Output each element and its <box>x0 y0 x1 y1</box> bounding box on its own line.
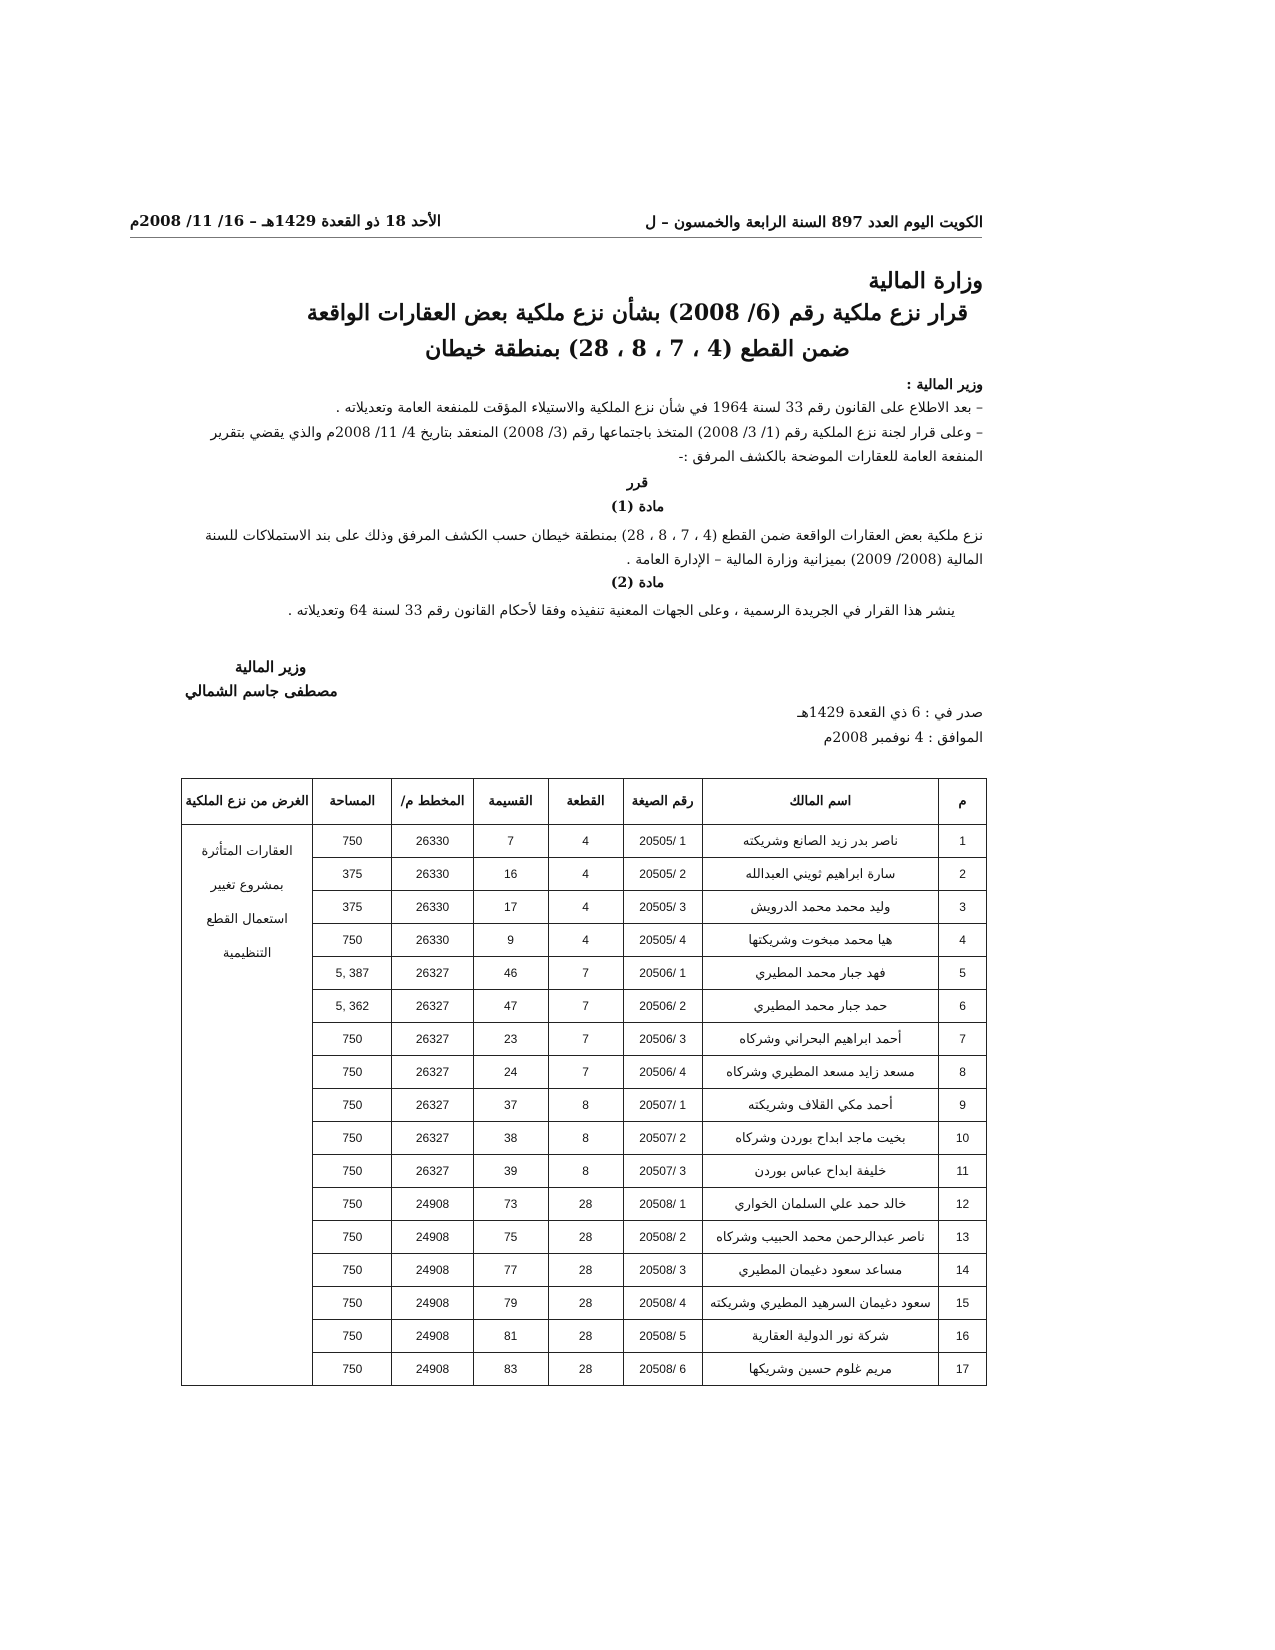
plot-number: 7 <box>473 825 548 858</box>
owner-name: سعود دغيمان السرهيد المطيري وشريكته <box>702 1287 938 1320</box>
owner-name: هيا محمد مبخوت وشريكتها <box>702 924 938 957</box>
block-number: 28 <box>548 1254 623 1287</box>
plot-number: 17 <box>473 891 548 924</box>
owner-name: مساعد سعود دغيمان المطيري <box>702 1254 938 1287</box>
plot-number: 38 <box>473 1122 548 1155</box>
block-number: 8 <box>548 1122 623 1155</box>
owner-name: أحمد ابراهيم البحراني وشركاه <box>702 1023 938 1056</box>
row-number: 3 <box>939 891 987 924</box>
owner-name: مريم غلوم حسين وشريكها <box>702 1353 938 1386</box>
owner-name: ناصر عبدالرحمن محمد الحبيب وشركاه <box>702 1221 938 1254</box>
deed-number: 20507/ 3 <box>623 1155 702 1188</box>
article-2-title: مادة (2) <box>610 575 665 591</box>
block-number: 28 <box>548 1353 623 1386</box>
issued-date: صدر في : 6 ذي القعدة 1429هـ <box>797 705 983 721</box>
deed-number: 20505/ 4 <box>623 924 702 957</box>
deed-number: 20507/ 1 <box>623 1089 702 1122</box>
column-header: القطعة <box>548 779 623 825</box>
block-number: 4 <box>548 924 623 957</box>
block-number: 7 <box>548 1023 623 1056</box>
area-value: 750 <box>313 1122 392 1155</box>
table-row <box>182 825 987 858</box>
block-number: 4 <box>548 858 623 891</box>
purpose-line: العقارات المتأثرة <box>201 844 293 859</box>
row-number: 10 <box>939 1122 987 1155</box>
owner-name: أحمد مكي القلاف وشريكته <box>702 1089 938 1122</box>
ministry-name: وزارة المالية <box>868 268 983 294</box>
area-value: 387 ,5 <box>313 957 392 990</box>
plan-number: 26330 <box>392 825 473 858</box>
minister-label: وزير المالية : <box>906 377 983 393</box>
area-value: 750 <box>313 1089 392 1122</box>
signature-title: وزير المالية <box>235 658 307 676</box>
header-divider <box>130 237 982 238</box>
block-number: 8 <box>548 1155 623 1188</box>
deed-number: 20508/ 3 <box>623 1254 702 1287</box>
plan-number: 24908 <box>392 1254 473 1287</box>
plan-number: 26327 <box>392 1056 473 1089</box>
expropriation-purpose <box>182 825 313 1386</box>
plan-number: 26327 <box>392 1122 473 1155</box>
block-number: 7 <box>548 990 623 1023</box>
plot-number: 83 <box>473 1353 548 1386</box>
owner-name: شركة نور الدولية العقارية <box>702 1320 938 1353</box>
plan-number: 26327 <box>392 990 473 1023</box>
deed-number: 20505/ 3 <box>623 891 702 924</box>
row-number: 17 <box>939 1353 987 1386</box>
deed-number: 20508/ 5 <box>623 1320 702 1353</box>
plan-number: 26330 <box>392 924 473 957</box>
row-number: 11 <box>939 1155 987 1188</box>
column-header: المخطط م/ <box>392 779 473 825</box>
row-number: 5 <box>939 957 987 990</box>
decision-title-line1: قرار نزع ملكية رقم (6/ 2008) بشأن نزع ملكية بعض العقارات الواقعة <box>306 300 969 326</box>
plan-number: 24908 <box>392 1221 473 1254</box>
row-number: 7 <box>939 1023 987 1056</box>
column-header: المساحة <box>313 779 392 825</box>
area-value: 750 <box>313 1287 392 1320</box>
area-value: 362 ,5 <box>313 990 392 1023</box>
plan-number: 26327 <box>392 1023 473 1056</box>
plot-number: 77 <box>473 1254 548 1287</box>
purpose-line: استعمال القطع <box>206 912 288 927</box>
area-value: 750 <box>313 1056 392 1089</box>
plan-number: 26327 <box>392 1155 473 1188</box>
deed-number: 20505/ 1 <box>623 825 702 858</box>
area-value: 750 <box>313 1155 392 1188</box>
plan-number: 26327 <box>392 957 473 990</box>
owner-name: وليد محمد محمد الدرويش <box>702 891 938 924</box>
owner-name: حمد جبار محمد المطيري <box>702 990 938 1023</box>
column-header: الغرض من نزع الملكية <box>182 779 313 825</box>
row-number: 14 <box>939 1254 987 1287</box>
row-number: 16 <box>939 1320 987 1353</box>
area-value: 750 <box>313 1221 392 1254</box>
decided-heading: قرر <box>626 475 649 491</box>
owner-name: خليفة ابداح عباس بوردن <box>702 1155 938 1188</box>
owner-name: بخيت ماجد ابداح بوردن وشركاه <box>702 1122 938 1155</box>
area-value: 750 <box>313 1353 392 1386</box>
area-value: 750 <box>313 1188 392 1221</box>
block-number: 28 <box>548 1188 623 1221</box>
block-number: 4 <box>548 825 623 858</box>
block-number: 4 <box>548 891 623 924</box>
plot-number: 79 <box>473 1287 548 1320</box>
owner-name: فهد جبار محمد المطيري <box>702 957 938 990</box>
row-number: 13 <box>939 1221 987 1254</box>
column-header: رقم الصيغة <box>623 779 702 825</box>
plot-number: 47 <box>473 990 548 1023</box>
block-number: 28 <box>548 1287 623 1320</box>
row-number: 4 <box>939 924 987 957</box>
area-value: 750 <box>313 924 392 957</box>
owner-name: سارة ابراهيم ثويني العبدالله <box>702 858 938 891</box>
article-1-text: نزع ملكية بعض العقارات الواقعة ضمن القطع (4 ، 7 ، 8 ، 28) بمنطقة خيطان حسب الكشف المرفق وذلك على بند الاستملاكات للسنة المالية (2008/ 2009) بميزانية وزارة المالية – الإدارة العامة . <box>205 528 983 568</box>
header-date: الأحد 18 ذو القعدة 1429هـ – 16/ 11/ 2008م <box>130 212 442 230</box>
plot-number: 16 <box>473 858 548 891</box>
plot-number: 39 <box>473 1155 548 1188</box>
deed-number: 20506/ 3 <box>623 1023 702 1056</box>
deed-number: 20508/ 2 <box>623 1221 702 1254</box>
area-value: 750 <box>313 1023 392 1056</box>
plot-number: 73 <box>473 1188 548 1221</box>
plot-number: 23 <box>473 1023 548 1056</box>
deed-number: 20508/ 4 <box>623 1287 702 1320</box>
area-value: 750 <box>313 1320 392 1353</box>
owner-name: ناصر بدر زيد الصانع وشريكته <box>702 825 938 858</box>
plan-number: 24908 <box>392 1287 473 1320</box>
row-number: 9 <box>939 1089 987 1122</box>
deed-number: 20507/ 2 <box>623 1122 702 1155</box>
area-value: 375 <box>313 891 392 924</box>
table-header-row <box>182 779 987 825</box>
purpose-line: التنظيمية <box>222 946 272 961</box>
plan-number: 26327 <box>392 1089 473 1122</box>
block-number: 8 <box>548 1089 623 1122</box>
owner-name: مسعد زايد مسعد المطيري وشركاه <box>702 1056 938 1089</box>
decision-title-line2: ضمن القطع (4 ، 7 ، 8 ، 28) بمنطقة خيطان <box>425 336 850 362</box>
block-number: 28 <box>548 1221 623 1254</box>
row-number: 2 <box>939 858 987 891</box>
plot-number: 75 <box>473 1221 548 1254</box>
row-number: 1 <box>939 825 987 858</box>
plan-number: 24908 <box>392 1320 473 1353</box>
deed-number: 20508/ 1 <box>623 1188 702 1221</box>
plot-number: 37 <box>473 1089 548 1122</box>
plan-number: 24908 <box>392 1188 473 1221</box>
row-number: 12 <box>939 1188 987 1221</box>
signature-name: مصطفى جاسم الشمالي <box>185 682 338 700</box>
deed-number: 20506/ 2 <box>623 990 702 1023</box>
plan-number: 26330 <box>392 858 473 891</box>
row-number: 15 <box>939 1287 987 1320</box>
area-value: 750 <box>313 1254 392 1287</box>
properties-table <box>181 778 987 1386</box>
preamble-paragraph-2: – وعلى قرار لجنة نزع الملكية رقم (1/ 3/ 2008) المتخذ باجتماعها رقم (3/ 2008) المنعقد بتاريخ 4/ 11/ 2008م والذي يقضي بتقرير المنفعة العامة للعقارات الموضحة بالكشف المرفق :- <box>210 425 983 465</box>
corresponding-date: الموافق : 4 نوفمبر 2008م <box>823 730 983 746</box>
article-2-text: ينشر هذا القرار في الجريدة الرسمية ، وعلى الجهات المعنية تنفيذه وفقا لأحكام القانون رقم 33 لسنة 64 وتعديلاته . <box>287 603 955 619</box>
block-number: 7 <box>548 1056 623 1089</box>
column-header: اسم المالك <box>702 779 938 825</box>
deed-number: 20505/ 2 <box>623 858 702 891</box>
area-value: 750 <box>313 825 392 858</box>
deed-number: 20506/ 1 <box>623 957 702 990</box>
plot-number: 24 <box>473 1056 548 1089</box>
preamble-paragraph-1: – بعد الاطلاع على القانون رقم 33 لسنة 1964 في شأن نزع الملكية والاستيلاء المؤقت للمنفعة العامة وتعديلاته . <box>335 400 983 416</box>
column-header: القسيمة <box>473 779 548 825</box>
deed-number: 20508/ 6 <box>623 1353 702 1386</box>
header-issue: الكويت اليوم العدد 897 السنة الرابعة والخمسون – ل <box>645 213 983 231</box>
row-number: 8 <box>939 1056 987 1089</box>
plan-number: 26330 <box>392 891 473 924</box>
deed-number: 20506/ 4 <box>623 1056 702 1089</box>
area-value: 375 <box>313 858 392 891</box>
article-1-title: مادة (1) <box>610 499 665 515</box>
column-header: م <box>939 779 987 825</box>
block-number: 28 <box>548 1320 623 1353</box>
purpose-line: بمشروع تغيير <box>210 878 284 893</box>
owner-name: خالد حمد علي السلمان الخواري <box>702 1188 938 1221</box>
row-number: 6 <box>939 990 987 1023</box>
plan-number: 24908 <box>392 1353 473 1386</box>
block-number: 7 <box>548 957 623 990</box>
plot-number: 81 <box>473 1320 548 1353</box>
plot-number: 9 <box>473 924 548 957</box>
plot-number: 46 <box>473 957 548 990</box>
